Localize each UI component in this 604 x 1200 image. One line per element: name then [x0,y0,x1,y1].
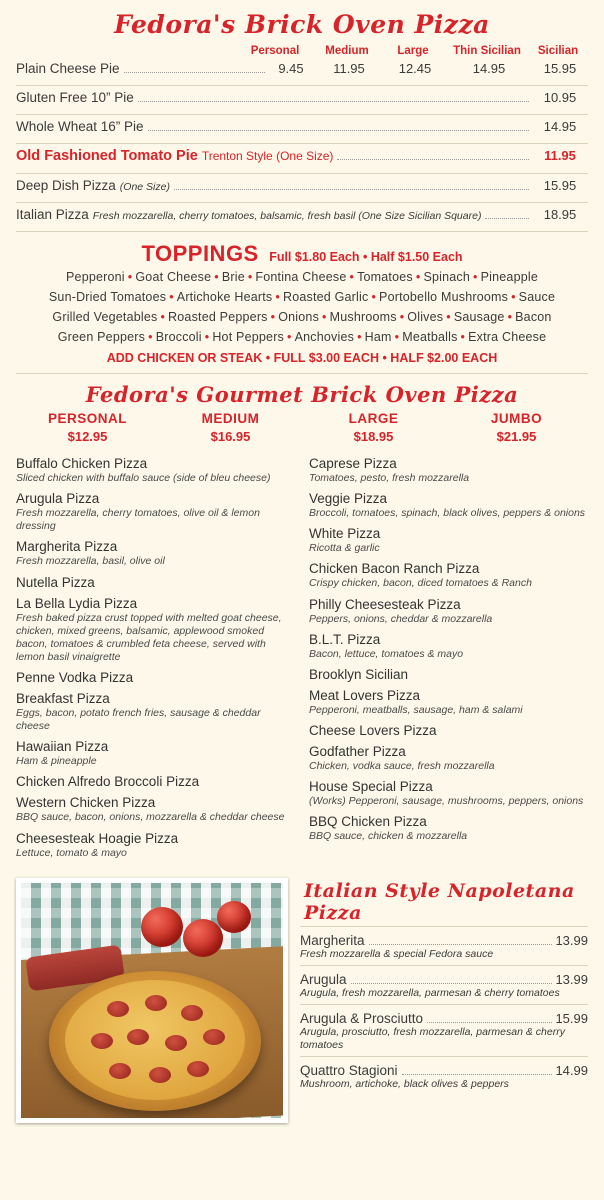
topping: Green Peppers [57,330,146,344]
pepperoni-icon [165,1035,187,1051]
topping: Tomatoes [357,270,413,284]
pepperoni-icon [203,1029,225,1045]
price-group [268,61,588,76]
item-name: Italian Pizza [16,207,89,222]
list-item [309,632,588,667]
item-desc: Ricotta & garlic [309,542,380,555]
divider [300,965,588,966]
list-item [309,597,588,632]
topping: Sausage [453,310,505,324]
napoletana-title: Italian Style Napoletana Pizza [304,879,575,924]
size-price: $16.95 [210,429,251,444]
topping: Olives [407,310,444,324]
topping: Broccoli [155,330,202,344]
list-item [16,670,295,691]
item-name: B.L.T. Pizza [309,631,381,647]
item-name: Brooklyn Sicilian [309,666,409,682]
item-desc: Fresh mozzarella, cherry tomatoes, olive oil & lemon dressing [16,507,260,533]
size-label: MEDIUM [201,411,260,426]
item-desc: Pepperoni, meatballs, sausage, ham & salami [309,703,523,716]
item-name: Cheesesteak Hoagie Pizza [16,830,179,846]
item-name: Chicken Alfredo Broccoli Pizza [16,774,200,790]
add-protein-note: ADD CHICKEN OR STEAK • FULL $3.00 EACH • HALF $2.00 EACH [106,351,498,365]
menu-row-arugula [300,972,588,1002]
bullet-icon: • [357,330,362,344]
pepperoni-icon [127,1029,149,1045]
photo-container [16,872,288,1123]
bullet-icon: • [399,310,405,324]
item-name: Old Fashioned Tomato Pie [16,148,198,164]
list-item [309,723,588,744]
topping: Extra Cheese [468,330,547,344]
item-name: Hawaiian Pizza [16,739,109,755]
list-item [16,831,295,866]
item-name: Margherita Pizza [16,539,118,555]
tomato-icon [183,919,223,957]
item-price: 13.99 [555,932,588,948]
item-desc: Broccoli, tomatoes, spinach, black olives, peppers & onions [309,507,586,520]
list-item [309,491,588,526]
topping: Pepperoni [66,270,125,284]
menu-row-deep-dish-pizza [16,174,588,196]
list-item [309,688,588,723]
item-subtext: Trenton Style (One Size) [201,149,334,163]
bullet-icon: • [507,310,513,324]
item-desc: Arugula, prosciutto, fresh mozzarella, parmesan & cherry tomatoes [300,1025,565,1051]
list-item [16,774,295,795]
topping: Roasted Peppers [168,310,268,324]
item-desc: Fresh mozzarella & special Fedora sauce [300,947,494,960]
topping: Portobello Mushrooms [379,290,509,304]
topping: Spinach [423,270,471,284]
size-header-personal: Personal [250,45,300,57]
topping: Bacon [515,310,552,324]
gourmet-size-large [302,411,445,444]
list-item [16,539,295,574]
item-desc: Arugula, fresh mozzarella, parmesan & cherry tomatoes [300,986,560,999]
size-header-sicilian: Sicilian [537,45,579,57]
gourmet-column-right [309,456,588,866]
size-price: $18.95 [353,429,394,444]
divider [300,1004,588,1005]
pizza-photo [16,878,288,1123]
bullet-icon: • [394,330,400,344]
item-name: Arugula & Prosciutto [300,1010,424,1026]
item-desc: Sliced chicken with buffalo sauce (side of bleu cheese) [16,472,271,484]
topping: Brie [221,270,245,284]
item-desc: Lettuce, tomato & mayo [16,846,127,859]
list-item [309,561,588,596]
list-item [309,456,588,491]
pepperoni-icon [91,1033,113,1049]
bullet-icon: • [322,310,327,324]
menu-row-old-fashioned-tomato-pie [16,144,588,167]
item-desc: Tomatoes, pesto, fresh mozzarella [309,472,470,484]
topping: Ham [364,330,392,344]
item-name: Plain Cheese Pie [16,61,120,76]
item-desc: Crispy chicken, bacon, diced tomatoes & Ranch [309,577,532,590]
size-header-large: Large [397,45,429,57]
price-sicilian: 11.95 [544,148,576,163]
item-price: 15.99 [555,1010,588,1026]
pepperoni-icon [107,1001,129,1017]
divider [300,926,588,927]
item-name: Godfather Pizza [309,743,406,759]
size-header-thin-sicilian: Thin Sicilian [453,45,521,57]
menu-row-margherita [300,933,588,963]
list-item [309,814,588,849]
topping: Meatballs [402,330,458,344]
list-item [16,491,295,539]
item-desc: (Works) Pepperoni, sausage, mushrooms, peppers, onions [309,795,584,807]
price-sicilian: 15.95 [543,178,577,193]
item-name: BBQ Chicken Pizza [309,814,427,830]
item-price: 13.99 [555,971,588,987]
list-item [309,526,588,561]
bullet-icon: • [247,270,253,284]
pepperoni-icon [109,1063,131,1079]
pepperoni-icon [181,1005,203,1021]
topping: Anchovies [294,330,355,344]
topping: Grilled Vegetables [52,310,158,324]
item-name: Breakfast Pizza [16,691,110,706]
price-personal: 9.45 [278,61,304,76]
item-desc: BBQ sauce, chicken & mozzarella [309,830,468,843]
item-name: Veggie Pizza [309,491,388,507]
item-name: Whole Wheat 16” Pie [16,119,144,134]
bullet-icon: • [473,270,478,284]
bullet-icon: • [275,290,280,304]
size-header-medium: Medium [325,45,369,57]
divider [16,231,588,232]
brick-oven-title: Fedora's Brick Oven Pizza [114,10,490,39]
gourmet-column-left [16,456,295,866]
bullet-icon: • [446,310,451,324]
item-name: Cheese Lovers Pizza [309,722,437,738]
item-name: Quattro Stagioni [300,1063,398,1079]
topping: Pineapple [480,270,538,284]
item-name: Margherita [300,932,365,948]
item-name: House Special Pizza [309,779,433,794]
bullet-icon: • [160,310,166,324]
size-label: PERSONAL [47,411,127,426]
price-sicilian: 15.95 [543,61,577,76]
list-item [16,456,295,491]
list-item [16,691,295,739]
bullet-icon: • [270,310,276,324]
topping: Roasted Garlic [282,290,369,304]
leader-dots [138,100,529,102]
topping: Goat Cheese [135,270,212,284]
item-name: Arugula [300,971,347,987]
leader-dots [337,158,529,160]
item-desc: Fresh baked pizza crust topped with melted goat cheese, chicken, mixed greens, balsamic, applewood smoked bacon, tomatoes & crumbled feta cheese, served with lemon basil vinaigrette [16,611,282,663]
gourmet-size-personal [16,411,159,444]
list-item [16,795,295,830]
bullet-icon: • [511,290,516,304]
bottom-section [16,866,588,1123]
item-name: Meat Lovers Pizza [309,687,421,703]
leader-dots [124,71,265,73]
menu-row-italian-pizza [16,203,588,225]
leader-dots [148,129,529,131]
tomato-icon [217,901,251,933]
item-name: Arugula Pizza [16,491,100,507]
item-desc: Peppers, onions, cheddar & mozzarella [309,612,493,625]
leader-dots [369,943,553,945]
price-sicilian: 18.95 [543,207,577,222]
list-item [309,744,588,779]
pepperoni-icon [149,1067,171,1083]
toppings-title: TOPPINGS [141,241,259,266]
leader-dots [351,982,553,984]
topping: Sauce [518,290,556,304]
topping: Fontina Cheese [255,270,347,284]
item-name: Nutella Pizza [16,574,95,590]
item-desc: Mushroom, artichoke, black olives & peppers [300,1078,509,1091]
item-desc: Bacon, lettuce, tomatoes & mayo [309,647,464,660]
toppings-line [16,287,588,307]
list-item [16,575,295,596]
item-name: Caprese Pizza [309,456,397,471]
item-desc: BBQ sauce, bacon, onions, mozzarella & cheddar cheese [16,811,285,824]
gourmet-title: Fedora's Gourmet Brick Oven Pizza [85,382,519,407]
price-thin-sicilian: 14.95 [472,61,506,76]
leader-dots [485,217,529,219]
bullet-icon: • [460,330,466,344]
topping: Sun-Dried Tomatoes [48,290,167,304]
toppings-line [16,307,588,327]
gourmet-size-medium [159,411,302,444]
list-item [16,739,295,774]
item-name: Chicken Bacon Ranch Pizza [309,561,480,577]
price-medium: 11.95 [333,61,365,76]
leader-dots [402,1073,553,1075]
price-sicilian: 14.95 [543,119,577,134]
bullet-icon: • [349,270,355,284]
list-item [309,779,588,814]
item-desc: Fresh mozzarella, basil, olive oil [16,555,165,568]
tomato-icon [141,907,183,947]
toppings-header [16,241,588,267]
menu-row-whole-wheat-pie [16,115,588,137]
bullet-icon: • [371,290,377,304]
menu-row-gluten-free-pie [16,86,588,108]
topping: Hot Peppers [212,330,285,344]
list-item [16,596,295,671]
menu-row-quattro-stagioni [300,1063,588,1093]
item-name: Buffalo Chicken Pizza [16,456,148,471]
napoletana-section [300,872,588,1094]
menu-row-plain-cheese-pie [16,57,588,79]
price-large: 12.45 [398,61,432,76]
toppings-line [16,327,588,347]
item-price: 14.99 [555,1063,588,1079]
gourmet-columns [16,444,588,866]
bullet-icon: • [204,330,210,344]
toppings-pricing: Full $1.80 Each • Half $1.50 Each [269,250,463,264]
item-name: Philly Cheesesteak Pizza [309,596,461,612]
item-name: White Pizza [309,526,381,542]
menu-row-arugula-prosciutto [300,1011,588,1054]
size-price: $21.95 [496,429,537,444]
size-header-row [16,45,588,57]
topping: Onions [278,310,320,324]
list-item [309,667,588,688]
topping: Mushrooms [329,310,397,324]
gourmet-size-row [16,407,588,444]
item-desc: Chicken, vodka sauce, fresh mozzarella [309,759,495,772]
bullet-icon: • [148,330,153,344]
footer-spacer [16,1123,588,1163]
leader-dots [174,188,529,190]
item-name: Deep Dish Pizza [16,178,116,193]
item-desc: Eggs, bacon, potato french fries, sausage & cheddar cheese [16,707,261,733]
topping: Artichoke Hearts [176,290,273,304]
item-name: La Bella Lydia Pizza [16,595,138,611]
leader-dots [427,1021,552,1023]
size-label: JUMBO [490,411,543,426]
size-label: LARGE [348,411,399,426]
bullet-icon: • [127,270,133,284]
pepperoni-icon [187,1061,209,1077]
bullet-icon: • [169,290,174,304]
item-name: Penne Vodka Pizza [16,670,134,685]
bullet-icon: • [287,330,292,344]
item-desc: Ham & pineapple [16,755,97,768]
toppings-line [16,267,588,287]
bullet-icon: • [214,270,219,284]
size-price: $12.95 [67,429,108,444]
price-sicilian: 10.95 [543,90,577,105]
item-name: Western Chicken Pizza [16,795,156,811]
gourmet-size-jumbo [445,411,588,444]
item-subtext: Fresh mozzarella, cherry tomatoes, balsamic, fresh basil (One Size Sicilian Square) [92,210,482,222]
item-subtext: (One Size) [119,181,170,193]
divider [300,1056,588,1057]
bullet-icon: • [415,270,421,284]
item-name: Gluten Free 10” Pie [16,90,134,105]
pepperoni-icon [145,995,167,1011]
